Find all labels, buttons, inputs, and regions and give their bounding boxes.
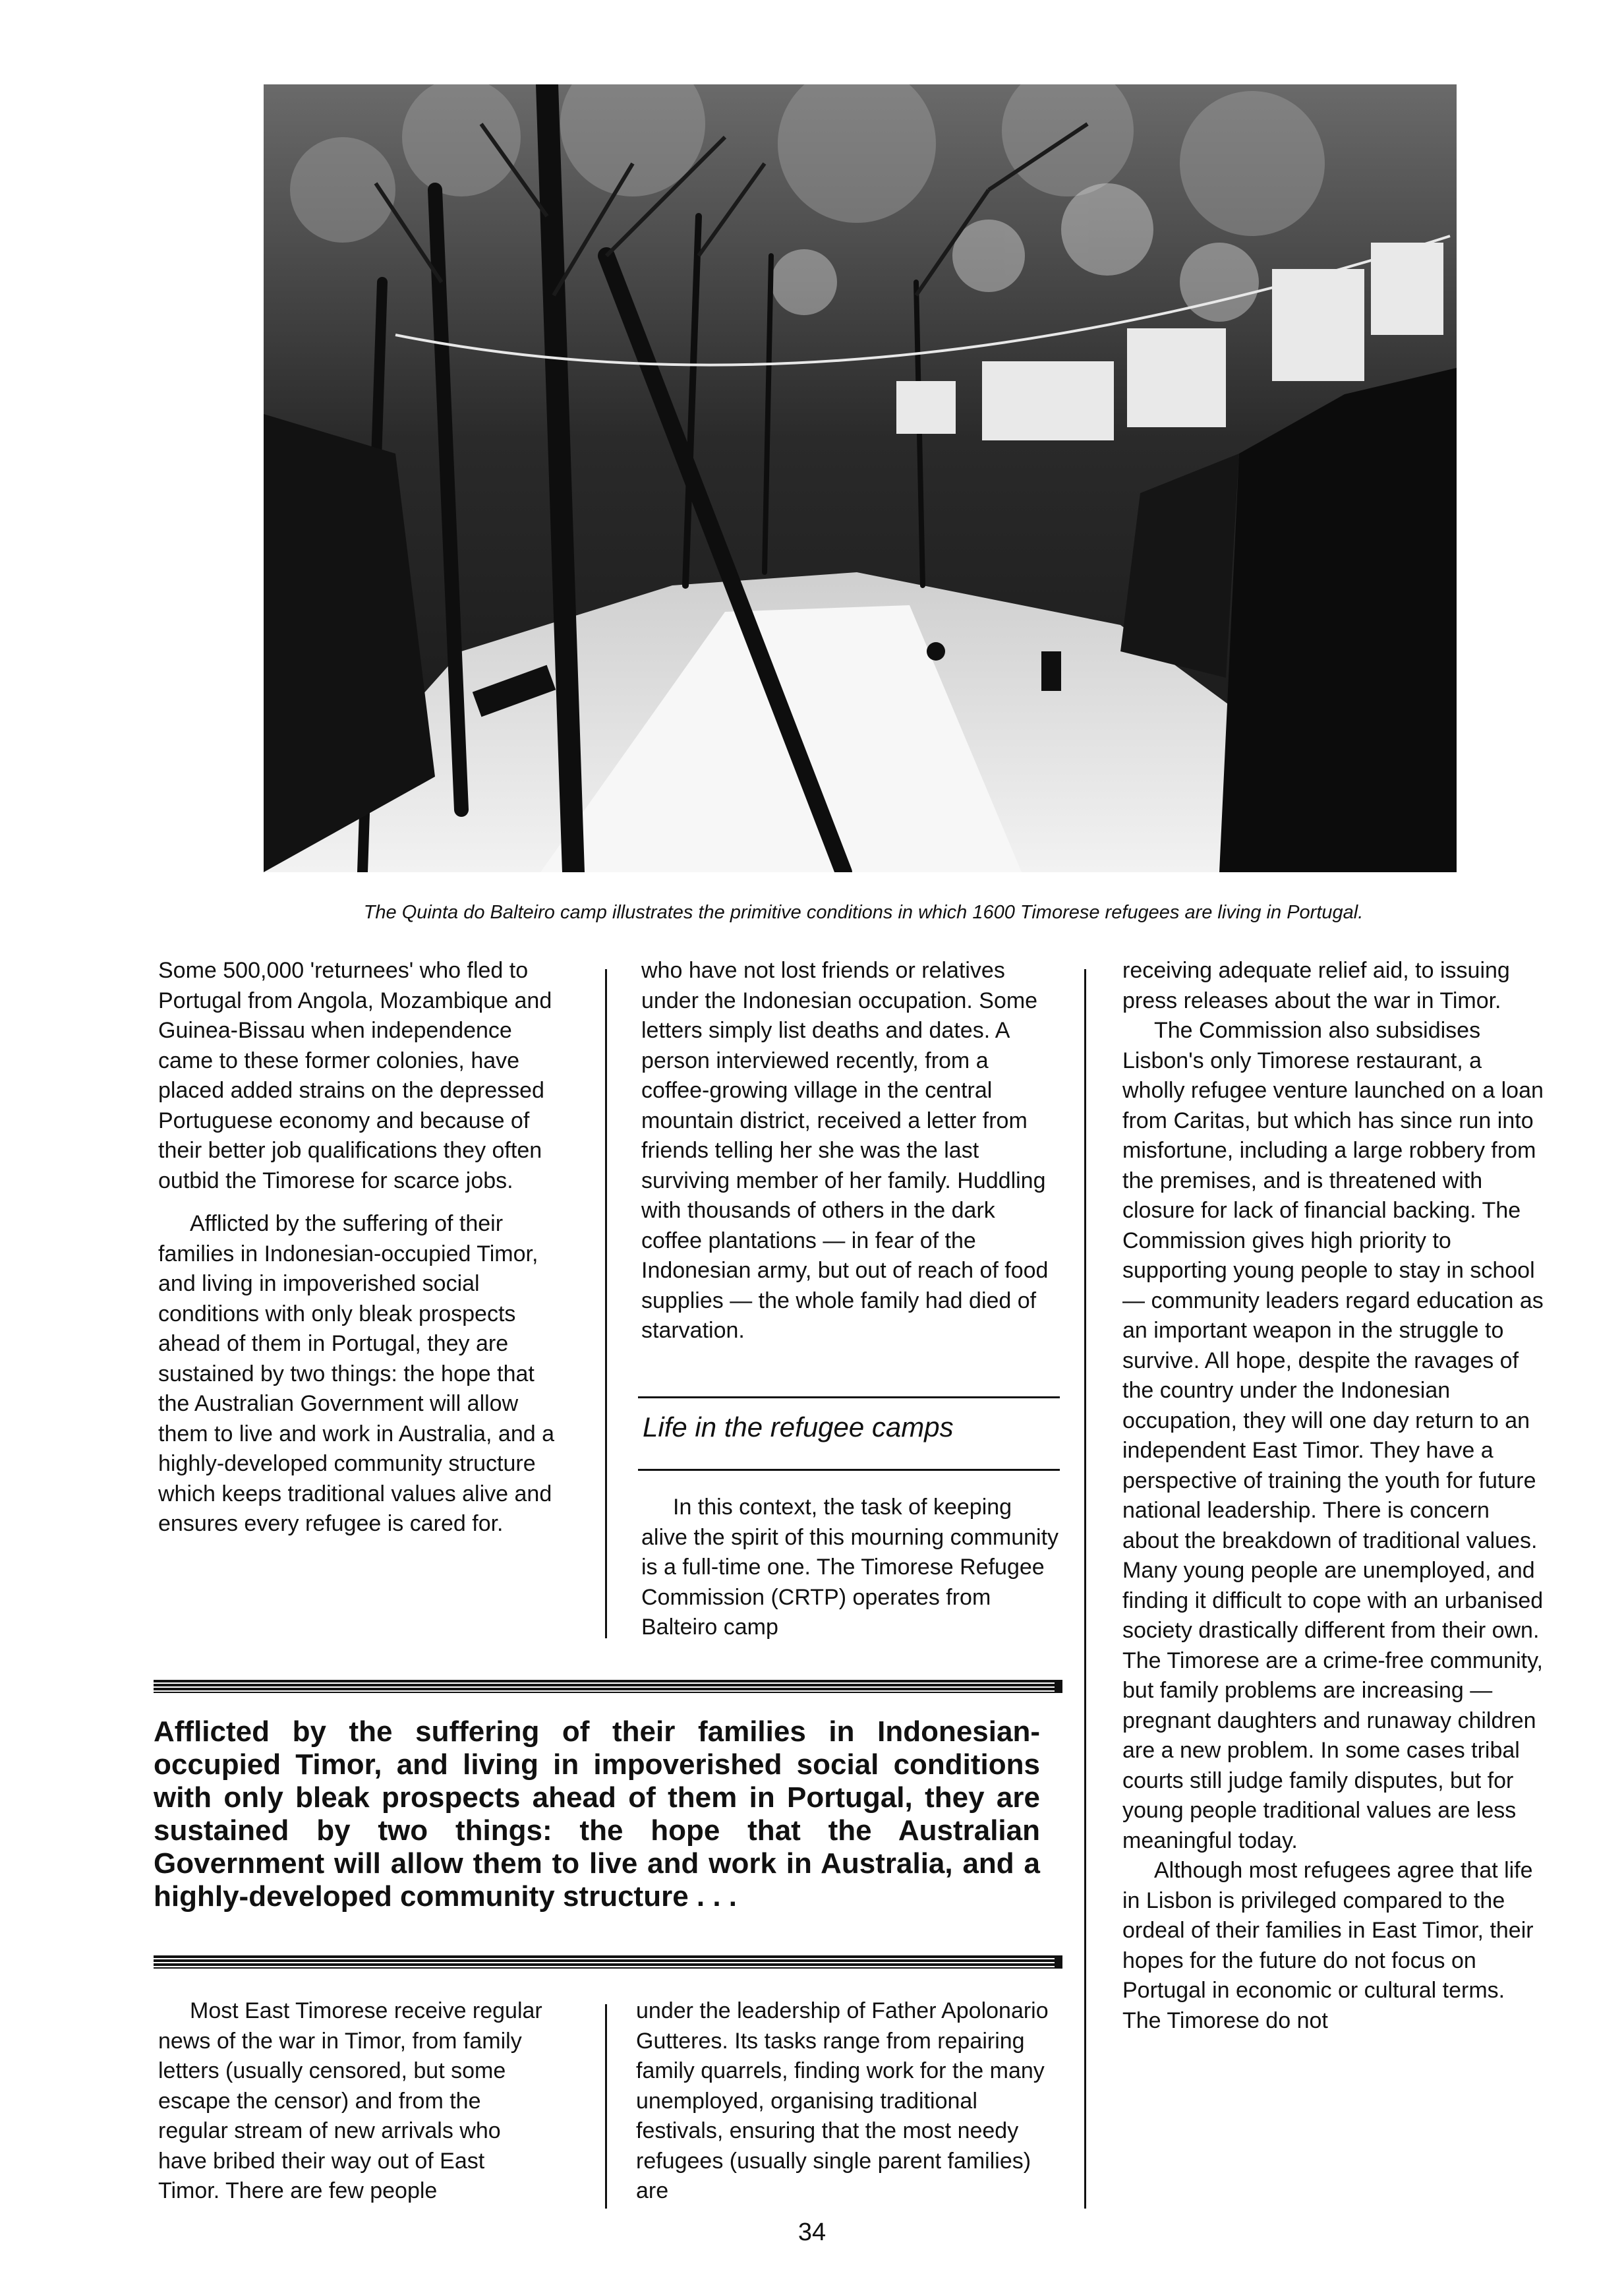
paragraph: receiving adequate relief aid, to issuing press releases about the war in Timor. bbox=[1122, 958, 1510, 1013]
refugee-camp-photo-icon bbox=[264, 84, 1457, 872]
paragraph: Afflicted by the suffering of their families in Indonesian-occupied Timor, and living in impoverished social conditions with only bleak prospects ahead of them in Portugal, they are sustained by two things: the hope that the Australian Government will allow them to live and work in Australia, and a highly-developed community structure which keeps traditional values alive and ensures every refugee is cared for. bbox=[158, 1211, 554, 1536]
paragraph: Some 500,000 'returnees' who fled to Portugal from Angola, Mozambique and Guinea-Bissau when independence came to these former colonies, have placed added strains on the depressed Portuguese economy and because of their better job qualifications they often outbid the Timorese for scarce jobs. bbox=[158, 958, 552, 1193]
column-divider bbox=[605, 969, 607, 1638]
column-2-bottom bbox=[636, 1996, 1058, 2207]
paragraph: In this context, the task of keeping alive the spirit of this mourning community is a full-time one. The Timorese Refugee Commission (CRTP) operates from Balteiro camp bbox=[641, 1495, 1059, 1640]
paragraph: The Commission also subsidises Lisbon's only Timorese restaurant, a wholly refugee venture launched on a loan from Caritas, but which has since run into misfortune, including a large robbery from the premises, and is threatened with closure for lack of financial backing. The Commission gives high priority to supporting young people to stay in school — community leaders regard education as an important weapon in the struggle to survive. All hope, despite the ravages of the country under the Indonesian occupation, they will one day return to an independent East Timor. They have a perspective of training the youth for future national leadership. There is concern about the breakdown of traditional values. Many young people are unemployed, and finding it difficult to cope with an urbanised society drastically different from their own. The Timorese are a crime-free community, but family problems are increasing — pregnant daughters and runaway children are a new problem. In some cases tribal courts still judge family disputes, but for young people traditional values are less meaningful today. bbox=[1122, 1018, 1544, 1853]
pullquote: Afflicted by the suffering of their families in Indonesian-occupied Timor, and living in impoverished social conditions with only bleak prospects ahead of them in Portugal, they are sustained by two things: the hope that the Australian Government will allow them to live and work in Australia, and a highly-developed community structure . . . bbox=[154, 1715, 1040, 1913]
column-2-top bbox=[641, 956, 1060, 1346]
column-3 bbox=[1122, 956, 1544, 2036]
subhead-rule-bottom bbox=[638, 1469, 1060, 1471]
photo-caption: The Quinta do Balteiro camp illustrates the primitive conditions in which 1600 Timorese refugees are living in Portugal. bbox=[363, 902, 1364, 923]
refugee-camp-photo bbox=[264, 84, 1457, 872]
pullquote-bar-bottom bbox=[154, 1955, 1062, 1969]
column-1-top bbox=[158, 956, 560, 1539]
column-divider bbox=[1084, 969, 1086, 2209]
paragraph: who have not lost friends or relatives under the Indonesian occupation. Some letters simply list deaths and dates. A person interviewed recently, from a coffee-growing village in the central mountain district, received a letter from friends telling her she was the last surviving member of her family. Huddling with thousands of others in the dark coffee plantations — in fear of the Indonesian army, but out of reach of food supplies — the whole family had died of starvation. bbox=[641, 958, 1049, 1343]
page-number: 34 bbox=[798, 2218, 826, 2246]
column-2-top-continued bbox=[641, 1493, 1060, 1643]
section-subhead: Life in the refugee camps bbox=[643, 1412, 954, 1442]
subhead-rule-top bbox=[638, 1396, 1060, 1398]
paragraph: under the leadership of Father Apolonario Gutteres. Its tasks range from repairing family quarrels, finding work for the many unemployed, organising traditional festivals, ensuring that the most needy refugees (usually single parent families) are bbox=[636, 1998, 1049, 2203]
column-1-bottom bbox=[158, 1996, 547, 2207]
paragraph: Although most refugees agree that life in Lisbon is privileged compared to the ordeal of their families in East Timor, their hopes for the future do not focus on Portugal in economic or cultural terms. The Timorese do not bbox=[1122, 1858, 1534, 2033]
paragraph: Most East Timorese receive regular news of the war in Timor, from family letters (usually censored, but some escape the censor) and from the regular stream of new arrivals who have bribed their way out of East Timor. There are few people bbox=[158, 1998, 542, 2203]
column-divider bbox=[605, 2004, 607, 2209]
pullquote-bar-top bbox=[154, 1680, 1062, 1693]
